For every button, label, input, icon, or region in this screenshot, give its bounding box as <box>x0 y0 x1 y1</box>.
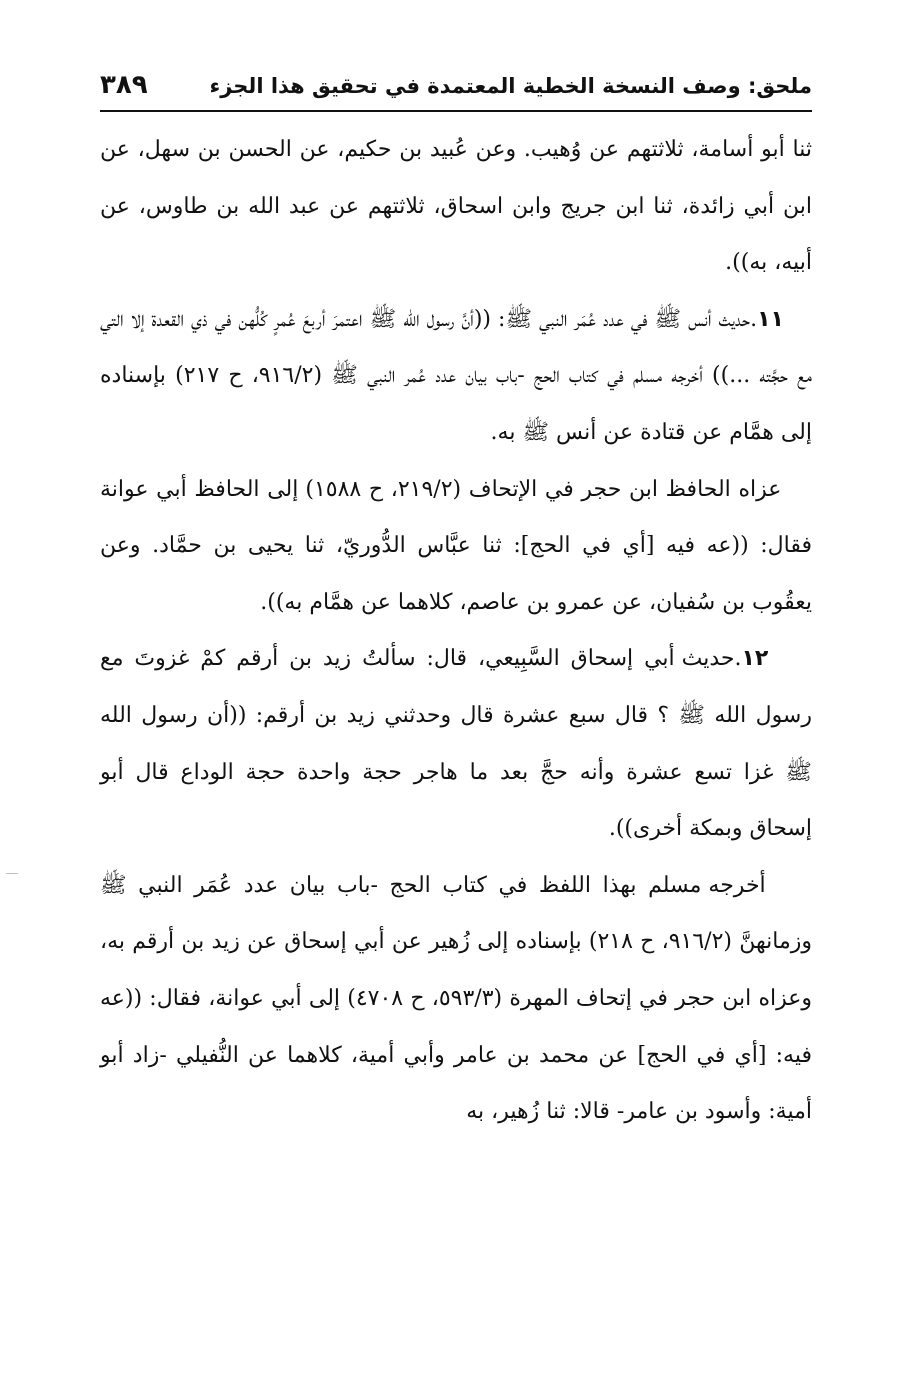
page-number: ٣٨٩ <box>100 70 148 100</box>
hadith-number: ١١ <box>757 306 784 332</box>
paragraph-text: عزاه الحافظ ابن حجر في الإتحاف (٢١٩/٢، ح ١٥٨٨) إلى الحافظ أبي عوانة فقال: ((عه فيه [أي في الحج]: ثنا عبَّاس الدُّوريّ، ثنا يحيى بن حمَّاد. وعن يعقُوب بن سُفيان، عن عمرو بن عاصم، كلاهما عن همَّام به)). <box>100 476 812 615</box>
paragraph-text: .حديث أبي إسحاق السَّبِيعي، قال: سألتُ زيد بن أرقم كمْ غزوتَ مع رسول الله ﷺ ؟ قال سبع عشرة قال وحدثني زيد بن أرقم: ((أن رسول الله ﷺ غزا تسع عشرة وأنه حجَّ بعد ما هاجر حجة واحدة حجة الوداع قال أبو إسحاق وبمكة أخرى)). <box>100 646 812 842</box>
header-title: ملحق: وصف النسخة الخطية المعتمدة في تحقيق هذا الجزء <box>209 74 812 98</box>
paragraph <box>100 858 812 1141</box>
paragraph-text: .حديث أنس ﷺ في عدد عُمَر النبي ﷺ: ((أنَّ رسول الله ﷺ اعتمرَ أربعَ عُمرٍ كُلُّهن في ذي القعدة إلا التي مع حجَّته ...)) أخرجه مسلم في كتاب الحج -باب بيان عدد عُمر النبي ﷺ (٩١٦/٢، ح ٢١٧) بإسناده إلى همَّام عن قتادة عن أنس ﷺ به. <box>100 306 812 445</box>
hadith-number: ١٢ <box>741 646 769 672</box>
paragraph-text: ثنا أبو أسامة، ثلاثتهم عن وُهيب. وعن عُبيد بن حكيم، عن الحسن بن سهل، عن ابن أبي زائدة، ثنا ابن جريج وابن اسحاق، ثلاثتهم عن عبد الله بن طاوس، عن أبيه، به)). <box>100 137 812 276</box>
header-divider <box>100 110 812 112</box>
body-text <box>100 122 812 1141</box>
margin-mark <box>6 873 18 874</box>
paragraph-hadith-12 <box>100 631 812 857</box>
paragraph-hadith-11 <box>100 292 812 462</box>
running-header <box>100 70 812 110</box>
paragraph <box>100 122 812 292</box>
paragraph-text: أخرجه مسلم بهذا اللفظ في كتاب الحج -باب بيان عدد عُمَر النبي ﷺ وزمانهنَّ (٩١٦/٢، ح ٢١٨) بإسناده إلى زُهير عن أبي إسحاق عن زيد بن أرقم به، وعزاه ابن حجر في إتحاف المهرة (٥٩٣/٣، ح ٤٧٠٨) إلى أبي عوانة، فقال: ((عه فيه: [أي في الحج] عن محمد بن عامر وأبي أمية، كلاهما عن النُّفيلي -زاد أبو أمية: وأسود بن عامر- قالا: ثنا زُهير، به <box>100 872 812 1125</box>
paragraph <box>100 462 812 632</box>
